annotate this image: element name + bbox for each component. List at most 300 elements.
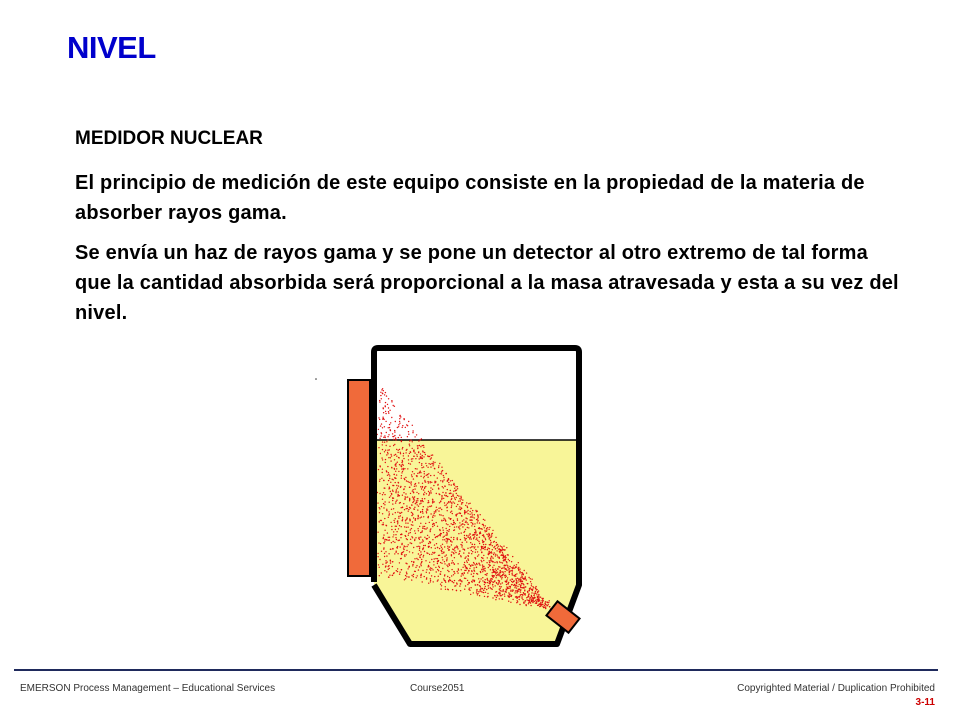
- radiation-dot: [419, 556, 420, 557]
- radiation-dot: [400, 537, 401, 538]
- radiation-dot: [458, 580, 459, 581]
- radiation-dot: [402, 519, 403, 520]
- radiation-dot: [447, 566, 448, 567]
- radiation-dot: [495, 555, 496, 556]
- radiation-dot: [482, 588, 483, 589]
- radiation-dot: [402, 520, 403, 521]
- radiation-dot: [530, 581, 531, 582]
- radiation-dot: [526, 605, 527, 606]
- radiation-dot: [382, 449, 383, 450]
- radiation-dot: [410, 539, 411, 540]
- radiation-dot: [447, 480, 448, 481]
- radiation-dot: [542, 604, 543, 605]
- radiation-dot: [498, 575, 499, 576]
- radiation-dot: [492, 575, 493, 576]
- radiation-dot: [418, 546, 419, 547]
- radiation-dot: [382, 469, 383, 470]
- radiation-dot: [422, 581, 423, 582]
- radiation-dot: [381, 398, 382, 399]
- radiation-dot: [401, 475, 402, 476]
- radiation-dot: [397, 512, 398, 513]
- radiation-dot: [467, 580, 468, 581]
- radiation-dot: [413, 562, 414, 563]
- radiation-dot: [461, 532, 462, 533]
- radiation-dot: [408, 459, 409, 460]
- radiation-dot: [413, 489, 414, 490]
- radiation-dot: [401, 543, 402, 544]
- radiation-dot: [412, 514, 413, 515]
- radiation-dot: [536, 594, 537, 595]
- radiation-dot: [443, 477, 444, 478]
- radiation-dot: [412, 490, 413, 491]
- radiation-dot: [519, 572, 520, 573]
- radiation-dot: [429, 572, 430, 573]
- radiation-dot: [399, 457, 400, 458]
- radiation-dot: [404, 554, 405, 555]
- radiation-dot: [441, 582, 442, 583]
- radiation-dot: [543, 600, 544, 601]
- radiation-dot: [473, 562, 474, 563]
- radiation-dot: [462, 548, 463, 549]
- radiation-dot: [479, 528, 480, 529]
- radiation-dot: [399, 540, 400, 541]
- radiation-dot: [383, 503, 384, 504]
- radiation-dot: [505, 557, 506, 558]
- radiation-dot: [467, 524, 468, 525]
- radiation-dot: [448, 479, 449, 480]
- radiation-dot: [468, 552, 469, 553]
- radiation-dot: [398, 540, 399, 541]
- radiation-dot: [456, 590, 457, 591]
- radiation-dot: [439, 463, 440, 464]
- radiation-dot: [411, 504, 412, 505]
- radiation-dot: [452, 589, 453, 590]
- radiation-dot: [531, 599, 532, 600]
- radiation-dot: [388, 411, 389, 412]
- radiation-dot: [504, 565, 505, 566]
- radiation-dot: [431, 482, 432, 483]
- radiation-dot: [524, 590, 525, 591]
- radiation-dot: [419, 445, 420, 446]
- radiation-dot: [410, 493, 411, 494]
- radiation-dot: [452, 549, 453, 550]
- radiation-dot: [440, 588, 441, 589]
- radiation-dot: [483, 555, 484, 556]
- radiation-dot: [453, 571, 454, 572]
- radiation-dot: [458, 513, 459, 514]
- radiation-dot: [413, 576, 414, 577]
- radiation-dot: [391, 529, 392, 530]
- radiation-dot: [527, 583, 528, 584]
- radiation-dot: [384, 570, 385, 571]
- radiation-dot: [531, 583, 532, 584]
- radiation-dot: [446, 528, 447, 529]
- radiation-dot: [427, 553, 428, 554]
- radiation-dot: [519, 604, 520, 605]
- radiation-dot: [470, 587, 471, 588]
- radiation-dot: [450, 512, 451, 513]
- radiation-dot: [383, 538, 384, 539]
- radiation-dot: [502, 552, 503, 553]
- radiation-dot: [469, 538, 470, 539]
- radiation-dot: [447, 496, 448, 497]
- radiation-dot: [382, 417, 383, 418]
- radiation-dot: [415, 503, 416, 504]
- radiation-dot: [458, 533, 459, 534]
- radiation-dot: [459, 528, 460, 529]
- radiation-dot: [471, 564, 472, 565]
- radiation-dot: [471, 553, 472, 554]
- radiation-dot: [388, 474, 389, 475]
- radiation-dot: [454, 557, 455, 558]
- radiation-dot: [495, 568, 496, 569]
- radiation-dot: [412, 496, 413, 497]
- radiation-dot: [536, 601, 537, 602]
- radiation-dot: [528, 577, 529, 578]
- radiation-dot: [458, 554, 459, 555]
- radiation-dot: [390, 430, 391, 431]
- radiation-dot: [499, 594, 500, 595]
- radiation-dot: [510, 579, 511, 580]
- radiation-dot: [500, 562, 501, 563]
- radiation-dot: [383, 407, 384, 408]
- radiation-dot: [438, 467, 439, 468]
- radiation-dot: [484, 596, 485, 597]
- radiation-dot: [516, 580, 517, 581]
- radiation-dot: [420, 476, 421, 477]
- radiation-dot: [378, 447, 379, 448]
- radiation-dot: [534, 601, 535, 602]
- radiation-dot: [439, 529, 440, 530]
- radiation-dot: [447, 524, 448, 525]
- radiation-dot: [415, 485, 416, 486]
- radiation-dot: [457, 488, 458, 489]
- radiation-dot: [435, 548, 436, 549]
- radiation-dot: [398, 426, 399, 427]
- radiation-dot: [401, 466, 402, 467]
- radiation-dot: [394, 455, 395, 456]
- radiation-dot: [401, 472, 402, 473]
- radiation-dot: [536, 589, 537, 590]
- radiation-dot: [445, 495, 446, 496]
- radiation-dot: [464, 513, 465, 514]
- radiation-dot: [465, 585, 466, 586]
- radiation-dot: [429, 456, 430, 457]
- radiation-dot: [387, 453, 388, 454]
- radiation-dot: [484, 584, 485, 585]
- radiation-dot: [461, 569, 462, 570]
- radiation-dot: [502, 549, 503, 550]
- radiation-dot: [440, 573, 441, 574]
- radiation-dot: [454, 497, 455, 498]
- radiation-dot: [519, 599, 520, 600]
- radiation-dot: [399, 464, 400, 465]
- radiation-dot: [384, 540, 385, 541]
- radiation-dot: [433, 501, 434, 502]
- radiation-dot: [382, 441, 383, 442]
- radiation-dot: [480, 549, 481, 550]
- radiation-dot: [529, 588, 530, 589]
- radiation-dot: [395, 518, 396, 519]
- radiation-dot: [497, 572, 498, 573]
- radiation-dot: [477, 573, 478, 574]
- radiation-dot: [430, 487, 431, 488]
- radiation-dot: [417, 498, 418, 499]
- radiation-dot: [409, 453, 410, 454]
- radiation-dot: [408, 544, 409, 545]
- radiation-dot: [482, 580, 483, 581]
- radiation-dot: [392, 433, 393, 434]
- radiation-dot: [441, 563, 442, 564]
- radiation-dot: [464, 524, 465, 525]
- radiation-dot: [402, 448, 403, 449]
- radiation-dot: [429, 493, 430, 494]
- radiation-dot: [383, 480, 384, 481]
- radiation-dot: [502, 547, 503, 548]
- radiation-dot: [489, 565, 490, 566]
- radiation-dot: [494, 575, 495, 576]
- radiation-dot: [432, 526, 433, 527]
- radiation-dot: [429, 522, 430, 523]
- radiation-dot: [531, 595, 532, 596]
- radiation-dot: [531, 589, 532, 590]
- radiation-dot: [492, 586, 493, 587]
- radiation-dot: [392, 479, 393, 480]
- radiation-dot: [508, 592, 509, 593]
- radiation-dot: [395, 529, 396, 530]
- radiation-dot: [392, 497, 393, 498]
- radiation-dot: [454, 527, 455, 528]
- radiation-dot: [517, 581, 518, 582]
- radiation-dot: [466, 511, 467, 512]
- radiation-dot: [426, 508, 427, 509]
- radiation-dot: [540, 605, 541, 606]
- radiation-dot: [444, 519, 445, 520]
- radiation-dot: [486, 574, 487, 575]
- radiation-dot: [545, 606, 546, 607]
- radiation-dot: [469, 564, 470, 565]
- radiation-dot: [471, 546, 472, 547]
- radiation-dot: [415, 567, 416, 568]
- radiation-dot: [506, 547, 507, 548]
- radiation-dot: [454, 488, 455, 489]
- radiation-dot: [426, 511, 427, 512]
- radiation-dot: [484, 549, 485, 550]
- radiation-dot: [420, 551, 421, 552]
- radiation-dot: [388, 576, 389, 577]
- detector-bar: [348, 380, 370, 576]
- radiation-dot: [392, 514, 393, 515]
- radiation-dot: [450, 490, 451, 491]
- radiation-dot: [379, 419, 380, 420]
- radiation-dot: [419, 542, 420, 543]
- radiation-dot: [384, 494, 385, 495]
- radiation-dot: [496, 544, 497, 545]
- radiation-dot: [388, 537, 389, 538]
- radiation-dot: [542, 602, 543, 603]
- radiation-dot: [432, 499, 433, 500]
- radiation-dot: [457, 518, 458, 519]
- radiation-dot: [501, 550, 502, 551]
- radiation-dot: [423, 447, 424, 448]
- radiation-dot: [412, 525, 413, 526]
- radiation-dot: [482, 571, 483, 572]
- radiation-dot: [474, 563, 475, 564]
- radiation-dot: [411, 575, 412, 576]
- radiation-dot: [528, 602, 529, 603]
- radiation-dot: [434, 534, 435, 535]
- radiation-dot: [489, 538, 490, 539]
- radiation-dot: [492, 567, 493, 568]
- radiation-dot: [484, 520, 485, 521]
- radiation-dot: [399, 574, 400, 575]
- radiation-dot: [444, 495, 445, 496]
- radiation-dot: [401, 478, 402, 479]
- radiation-dot: [421, 516, 422, 517]
- radiation-dot: [387, 475, 388, 476]
- radiation-dot: [392, 566, 393, 567]
- section-heading: MEDIDOR NUCLEAR: [75, 128, 263, 149]
- radiation-dot: [512, 571, 513, 572]
- radiation-dot: [429, 546, 430, 547]
- radiation-dot: [390, 454, 391, 455]
- radiation-dot: [414, 507, 415, 508]
- radiation-dot: [479, 564, 480, 565]
- radiation-dot: [391, 401, 392, 402]
- radiation-dot: [401, 462, 402, 463]
- radiation-dot: [413, 497, 414, 498]
- radiation-dot: [400, 546, 401, 547]
- radiation-dot: [506, 570, 507, 571]
- radiation-dot: [417, 456, 418, 457]
- radiation-dot: [499, 592, 500, 593]
- radiation-dot: [431, 457, 432, 458]
- radiation-dot: [381, 551, 382, 552]
- radiation-dot: [464, 535, 465, 536]
- radiation-dot: [402, 460, 403, 461]
- radiation-dot: [533, 600, 534, 601]
- radiation-dot: [530, 578, 531, 579]
- radiation-dot: [390, 562, 391, 563]
- radiation-dot: [383, 548, 384, 549]
- footer-copyright: Copyrighted Material / Duplication Prohibited: [737, 683, 935, 694]
- radiation-dot: [413, 450, 414, 451]
- radiation-dot: [397, 553, 398, 554]
- radiation-dot: [511, 578, 512, 579]
- radiation-dot: [453, 520, 454, 521]
- radiation-dot: [398, 528, 399, 529]
- radiation-dot: [421, 488, 422, 489]
- radiation-dot: [423, 477, 424, 478]
- radiation-dot: [499, 590, 500, 591]
- radiation-dot: [417, 528, 418, 529]
- radiation-dot: [424, 473, 425, 474]
- radiation-dot: [423, 489, 424, 490]
- radiation-dot: [406, 531, 407, 532]
- radiation-dot: [408, 431, 409, 432]
- radiation-dot: [379, 401, 380, 402]
- radiation-dot: [504, 571, 505, 572]
- radiation-dot: [429, 562, 430, 563]
- radiation-dot: [464, 570, 465, 571]
- radiation-dot: [394, 435, 395, 436]
- radiation-dot: [465, 529, 466, 530]
- radiation-dot: [516, 573, 517, 574]
- radiation-dot: [404, 556, 405, 557]
- radiation-dot: [414, 486, 415, 487]
- radiation-dot: [387, 439, 388, 440]
- radiation-dot: [424, 452, 425, 453]
- radiation-dot: [434, 511, 435, 512]
- radiation-dot: [432, 517, 433, 518]
- radiation-dot: [486, 528, 487, 529]
- radiation-dot: [476, 537, 477, 538]
- radiation-dot: [477, 520, 478, 521]
- radiation-dot: [503, 559, 504, 560]
- radiation-dot: [472, 514, 473, 515]
- radiation-dot: [519, 584, 520, 585]
- radiation-dot: [406, 573, 407, 574]
- radiation-dot: [513, 581, 514, 582]
- radiation-dot: [430, 531, 431, 532]
- radiation-dot: [389, 427, 390, 428]
- radiation-dot: [487, 593, 488, 594]
- radiation-dot: [523, 592, 524, 593]
- radiation-dot: [462, 499, 463, 500]
- radiation-dot: [385, 450, 386, 451]
- radiation-dot: [501, 577, 502, 578]
- radiation-dot: [406, 546, 407, 547]
- radiation-dot: [398, 516, 399, 517]
- radiation-dot: [535, 586, 536, 587]
- radiation-dot: [399, 435, 400, 436]
- radiation-dot: [513, 585, 514, 586]
- radiation-dot: [487, 579, 488, 580]
- radiation-dot: [519, 571, 520, 572]
- radiation-dot: [436, 509, 437, 510]
- radiation-dot: [469, 568, 470, 569]
- radiation-dot: [505, 577, 506, 578]
- radiation-dot: [431, 505, 432, 506]
- radiation-dot: [482, 542, 483, 543]
- radiation-dot: [408, 421, 409, 422]
- radiation-dot: [535, 603, 536, 604]
- radiation-dot: [421, 467, 422, 468]
- radiation-dot: [386, 441, 387, 442]
- radiation-dot: [387, 540, 388, 541]
- radiation-dot: [498, 580, 499, 581]
- radiation-dot: [482, 577, 483, 578]
- radiation-dot: [409, 440, 410, 441]
- radiation-dot: [412, 565, 413, 566]
- radiation-dot: [384, 394, 385, 395]
- radiation-dot: [433, 553, 434, 554]
- radiation-dot: [525, 600, 526, 601]
- radiation-dot: [379, 479, 380, 480]
- radiation-dot: [400, 513, 401, 514]
- radiation-dot: [424, 471, 425, 472]
- paragraph-principle: El principio de medición de este equipo consiste en la propiedad de la materia de absorber rayos gama.: [75, 172, 865, 224]
- radiation-dot: [483, 548, 484, 549]
- radiation-dot: [421, 463, 422, 464]
- radiation-dot: [408, 455, 409, 456]
- radiation-dot: [426, 509, 427, 510]
- radiation-dot: [398, 424, 399, 425]
- radiation-dot: [472, 516, 473, 517]
- radiation-dot: [411, 515, 412, 516]
- radiation-dot: [410, 529, 411, 530]
- radiation-dot: [469, 534, 470, 535]
